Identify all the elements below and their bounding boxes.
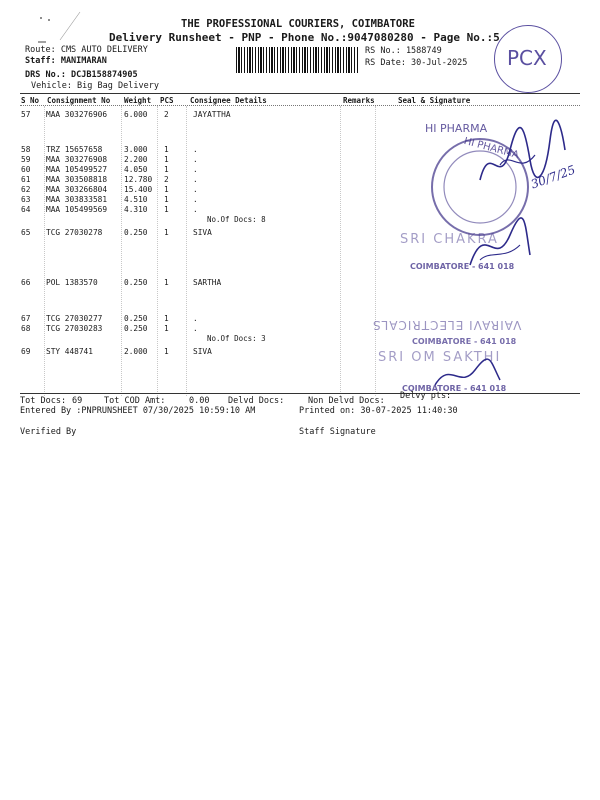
row-pcs: 1	[164, 278, 169, 287]
row-sno: 69	[21, 347, 31, 356]
row-consignee: .	[193, 165, 198, 174]
col-consignee: Consignee Details	[190, 96, 267, 105]
header-rule-bottom	[20, 105, 580, 106]
route-label: Route: CMS AUTO DELIVERY	[25, 45, 148, 55]
row-weight: 15.400	[124, 185, 153, 194]
row-sno: 61	[21, 175, 31, 184]
table-row	[0, 278, 600, 289]
row-consignment: TCG 27030283	[46, 324, 103, 333]
row-sno: 67	[21, 314, 31, 323]
row-consignee: .	[193, 195, 198, 204]
staff-label: Staff: MANIMARAN	[25, 56, 107, 66]
row-sno: 65	[21, 228, 31, 237]
row-consignment: STY 448741	[46, 347, 93, 356]
row-sno: 68	[21, 324, 31, 333]
entered-by: Entered By :PNPRUNSHEET 07/30/2025 10:59:10 AM	[20, 406, 256, 416]
row-consignee: SIVA	[193, 228, 212, 237]
row-consignment: TCG 27030278	[46, 228, 103, 237]
row-pcs: 1	[164, 185, 169, 194]
col-weight: Weight	[124, 96, 152, 105]
row-consignee: JAYATTHA	[193, 110, 231, 119]
row-consignment: MAA 303276908	[46, 155, 108, 164]
row-consignee: .	[193, 185, 198, 194]
row-consignee: .	[193, 145, 198, 154]
row-pcs: 2	[164, 175, 169, 184]
row-pcs: 1	[164, 314, 169, 323]
verified-by: Verified By	[20, 427, 77, 437]
row-weight: 4.050	[124, 165, 148, 174]
row-consignment: TRZ 15657658	[46, 145, 103, 154]
row-consignment: POL 1383570	[46, 278, 98, 287]
shop-stamp-2-name: VAIRAVI ELECTRICALS	[372, 318, 522, 332]
row-consignment: MAA 303508818	[46, 175, 108, 184]
runsheet-title: Delivery Runsheet - PNP - Phone No.:9047080280 - Page No.:5	[109, 31, 500, 44]
rs-number: RS No.: 1588749	[365, 46, 442, 56]
row-pcs: 1	[164, 155, 169, 164]
row-consignment: MAA 303266804	[46, 185, 108, 194]
col-seal: Seal & Signature	[398, 96, 471, 105]
row-sno: 59	[21, 155, 31, 164]
row-weight: 3.000	[124, 145, 148, 154]
row-sno: 58	[21, 145, 31, 154]
row-sno: 63	[21, 195, 31, 204]
col-pcs: PCS	[160, 96, 174, 105]
row-sno: 64	[21, 205, 31, 214]
row-consignment: MAA 303833581	[46, 195, 108, 204]
row-pcs: 1	[164, 347, 169, 356]
cod-value: 0.00	[189, 396, 210, 406]
stray-pen-marks	[30, 8, 90, 48]
pcx-stamp-text: PCX	[507, 46, 547, 70]
row-pcs: 2	[164, 110, 169, 119]
group-doc-count: No.Of Docs: 8	[207, 215, 266, 224]
staff-signature: Staff Signature	[299, 427, 376, 437]
shop-stamp-1-city: COIMBATORE - 641 018	[410, 262, 515, 271]
company-title: THE PROFESSIONAL COURIERS, COIMBATORE	[181, 18, 415, 30]
cod-label: Tot COD Amt:	[104, 396, 166, 406]
row-consignment: MAA 303276906	[46, 110, 108, 119]
row-weight: 4.310	[124, 205, 148, 214]
row-weight: 0.250	[124, 324, 148, 333]
row-consignee: SARTHA	[193, 278, 222, 287]
row-consignee: .	[193, 175, 198, 184]
seal-text: HI PHARMA	[462, 135, 520, 162]
row-consignee: .	[193, 205, 198, 214]
row-weight: 0.250	[124, 228, 148, 237]
header-rule	[20, 93, 580, 94]
seal-text: HI PHARMA	[425, 122, 488, 135]
shop-stamp-3-name: SRI OM SAKTHI	[378, 350, 502, 365]
footer-rule	[20, 393, 580, 394]
col-remarks: Remarks	[343, 96, 375, 105]
row-sno: 62	[21, 185, 31, 194]
row-sno: 57	[21, 110, 31, 119]
row-pcs: 1	[164, 165, 169, 174]
shop-stamp-3-city: COIMBATORE - 641 018	[402, 384, 507, 393]
row-weight: 2.000	[124, 347, 148, 356]
non-delvd-docs-label: Non Delvd Docs:	[308, 396, 385, 406]
pcx-stamp	[494, 25, 562, 93]
row-consignee: .	[193, 155, 198, 164]
signature-scribble	[460, 215, 540, 275]
vehicle-label: Vehicle: Big Bag Delivery	[31, 81, 159, 91]
row-weight: 0.250	[124, 278, 148, 287]
row-consignment: MAA 105499527	[46, 165, 108, 174]
tot-docs-label: Tot Docs:	[20, 396, 67, 406]
row-consignment: MAA 105499569	[46, 205, 108, 214]
delvy-pts-label: Delvy pts:	[400, 391, 452, 401]
row-consignee: SIVA	[193, 347, 212, 356]
row-consignee: .	[193, 314, 198, 323]
row-weight: 12.780	[124, 175, 153, 184]
table-row	[0, 347, 600, 358]
signature-scribble	[470, 120, 570, 200]
delvd-docs-label: Delvd Docs:	[228, 396, 285, 406]
group-doc-count: No.Of Docs: 3	[207, 334, 266, 343]
row-sno: 66	[21, 278, 31, 287]
row-pcs: 1	[164, 324, 169, 333]
row-consignee: .	[193, 324, 198, 333]
drs-number: DRS No.: DCJB158874905	[25, 70, 138, 80]
signature-scribble	[430, 355, 510, 395]
col-sno: S No	[21, 96, 40, 105]
row-weight: 6.000	[124, 110, 148, 119]
row-consignment: TCG 27030277	[46, 314, 103, 323]
row-weight: 0.250	[124, 314, 148, 323]
row-pcs: 1	[164, 145, 169, 154]
tot-docs-value: 69	[72, 396, 83, 406]
col-consignment: Consignment No	[47, 96, 111, 105]
row-weight: 4.510	[124, 195, 148, 204]
printed-on: Printed on: 30-07-2025 11:40:30	[299, 406, 458, 416]
row-pcs: 1	[164, 205, 169, 214]
shop-stamp-2-city: COIMBATORE - 641 018	[412, 337, 517, 346]
row-weight: 2.200	[124, 155, 148, 164]
row-pcs: 1	[164, 195, 169, 204]
shop-stamp-1-name: SRI CHAKRA	[400, 232, 499, 247]
handwritten-date: 30/7/25	[529, 162, 578, 192]
row-pcs: 1	[164, 228, 169, 237]
row-sno: 60	[21, 165, 31, 174]
barcode	[236, 47, 358, 73]
rs-date: RS Date: 30-Jul-2025	[365, 58, 468, 68]
